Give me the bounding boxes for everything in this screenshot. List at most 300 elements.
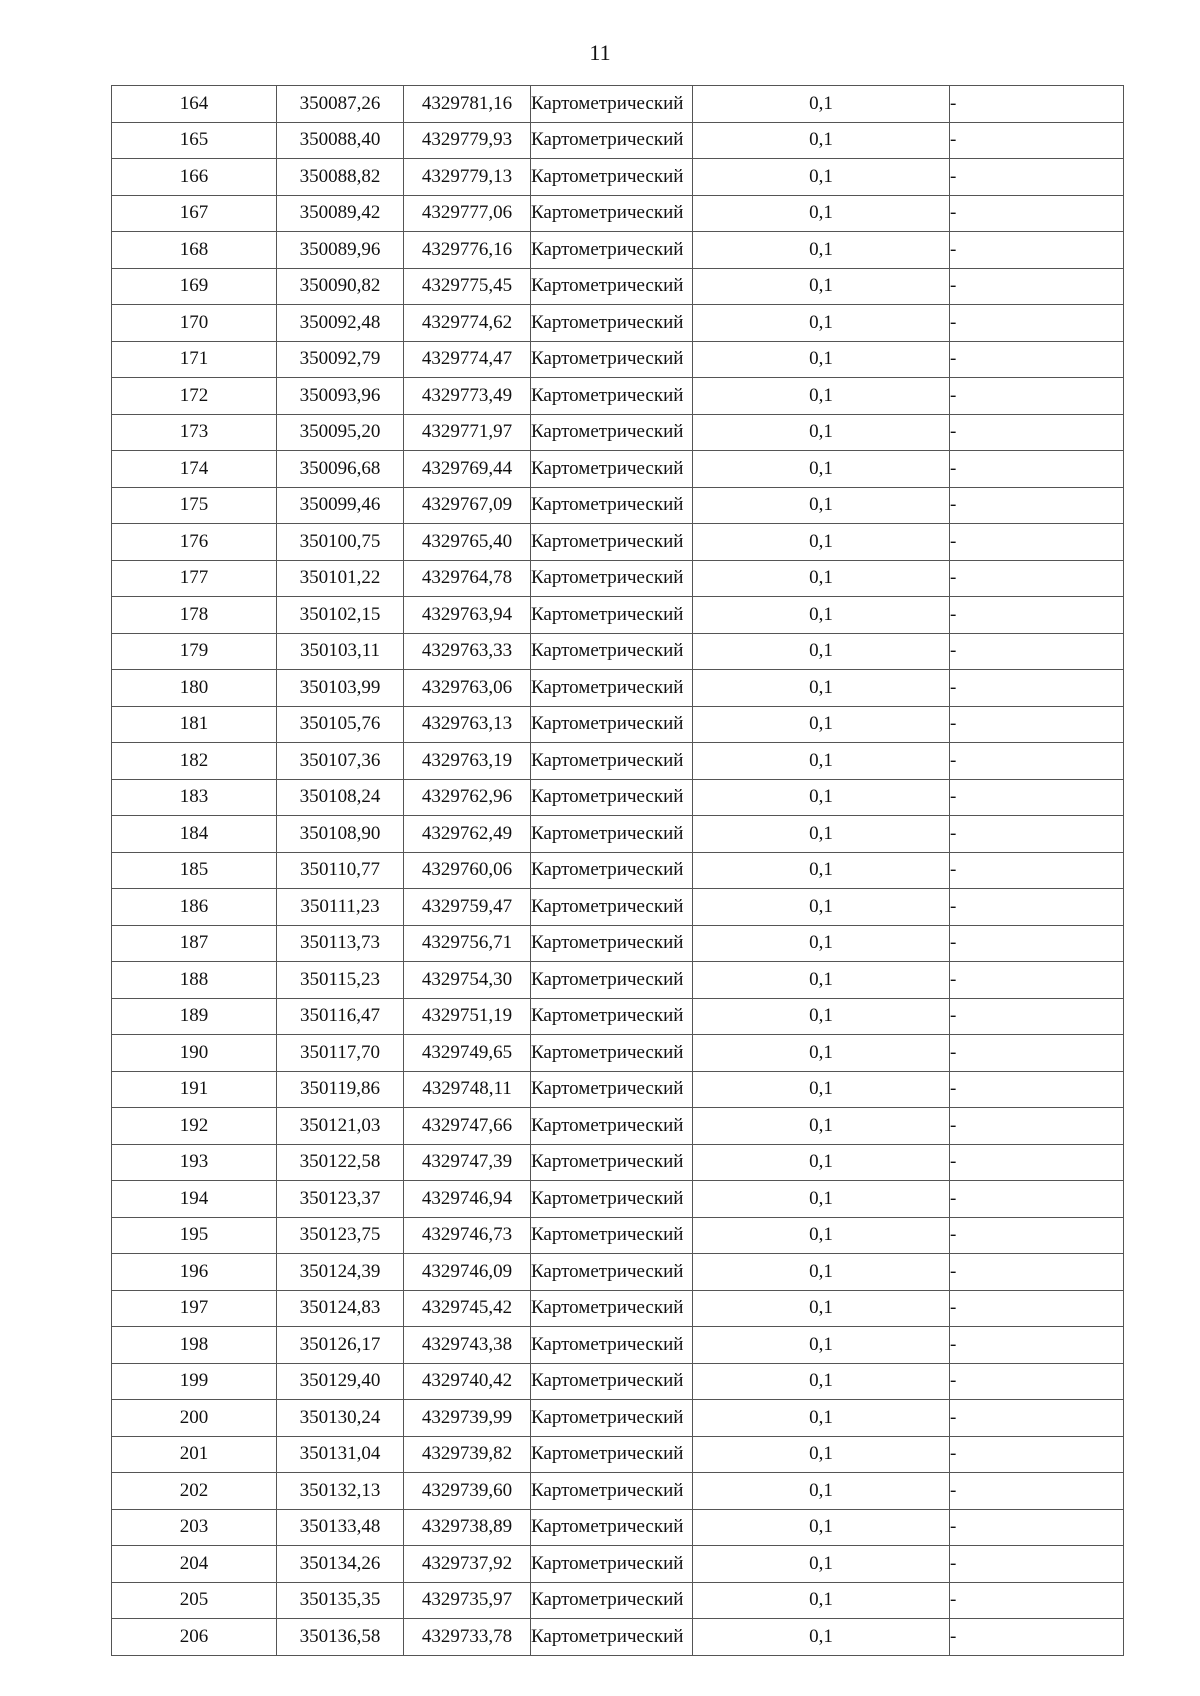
method-cell: Картометрический	[531, 1509, 693, 1546]
table-row	[112, 487, 1124, 524]
point-number-cell: 168	[112, 232, 277, 269]
accuracy-cell: 0,1	[693, 1619, 950, 1656]
method-cell: Картометрический	[531, 1327, 693, 1364]
table-row	[112, 1035, 1124, 1072]
accuracy-cell: 0,1	[693, 998, 950, 1035]
point-number-cell: 176	[112, 524, 277, 561]
accuracy-cell: 0,1	[693, 962, 950, 999]
method-cell: Картометрический	[531, 268, 693, 305]
accuracy-cell: 0,1	[693, 706, 950, 743]
table-row	[112, 1144, 1124, 1181]
note-cell: -	[950, 670, 1124, 707]
accuracy-cell: 0,1	[693, 122, 950, 159]
table-row	[112, 560, 1124, 597]
y-coordinate-cell: 4329738,89	[404, 1509, 531, 1546]
table-row	[112, 670, 1124, 707]
x-coordinate-cell: 350133,48	[277, 1509, 404, 1546]
method-cell: Картометрический	[531, 743, 693, 780]
accuracy-cell: 0,1	[693, 451, 950, 488]
y-coordinate-cell: 4329735,97	[404, 1582, 531, 1619]
point-number-cell: 181	[112, 706, 277, 743]
x-coordinate-cell: 350095,20	[277, 414, 404, 451]
method-cell: Картометрический	[531, 962, 693, 999]
x-coordinate-cell: 350088,82	[277, 159, 404, 196]
note-cell: -	[950, 122, 1124, 159]
accuracy-cell: 0,1	[693, 86, 950, 123]
y-coordinate-cell: 4329739,99	[404, 1400, 531, 1437]
y-coordinate-cell: 4329740,42	[404, 1363, 531, 1400]
method-cell: Картометрический	[531, 414, 693, 451]
accuracy-cell: 0,1	[693, 1071, 950, 1108]
table-row	[112, 1363, 1124, 1400]
note-cell: -	[950, 159, 1124, 196]
y-coordinate-cell: 4329746,73	[404, 1217, 531, 1254]
note-cell: -	[950, 925, 1124, 962]
table-row	[112, 1473, 1124, 1510]
y-coordinate-cell: 4329756,71	[404, 925, 531, 962]
table-row	[112, 597, 1124, 634]
y-coordinate-cell: 4329763,06	[404, 670, 531, 707]
x-coordinate-cell: 350113,73	[277, 925, 404, 962]
x-coordinate-cell: 350131,04	[277, 1436, 404, 1473]
y-coordinate-cell: 4329771,97	[404, 414, 531, 451]
method-cell: Картометрический	[531, 524, 693, 561]
x-coordinate-cell: 350089,96	[277, 232, 404, 269]
note-cell: -	[950, 305, 1124, 342]
y-coordinate-cell: 4329746,94	[404, 1181, 531, 1218]
note-cell: -	[950, 1071, 1124, 1108]
table-row	[112, 633, 1124, 670]
y-coordinate-cell: 4329779,93	[404, 122, 531, 159]
method-cell: Картометрический	[531, 779, 693, 816]
accuracy-cell: 0,1	[693, 633, 950, 670]
table-row	[112, 1327, 1124, 1364]
x-coordinate-cell: 350107,36	[277, 743, 404, 780]
point-number-cell: 196	[112, 1254, 277, 1291]
point-number-cell: 187	[112, 925, 277, 962]
x-coordinate-cell: 350123,37	[277, 1181, 404, 1218]
note-cell: -	[950, 1619, 1124, 1656]
method-cell: Картометрический	[531, 232, 693, 269]
note-cell: -	[950, 779, 1124, 816]
method-cell: Картометрический	[531, 816, 693, 853]
accuracy-cell: 0,1	[693, 268, 950, 305]
accuracy-cell: 0,1	[693, 1509, 950, 1546]
table-row	[112, 268, 1124, 305]
method-cell: Картометрический	[531, 1546, 693, 1583]
method-cell: Картометрический	[531, 1071, 693, 1108]
accuracy-cell: 0,1	[693, 597, 950, 634]
table-row	[112, 1400, 1124, 1437]
y-coordinate-cell: 4329763,19	[404, 743, 531, 780]
point-number-cell: 170	[112, 305, 277, 342]
method-cell: Картометрический	[531, 597, 693, 634]
point-number-cell: 178	[112, 597, 277, 634]
point-number-cell: 191	[112, 1071, 277, 1108]
method-cell: Картометрический	[531, 1254, 693, 1291]
method-cell: Картометрический	[531, 378, 693, 415]
note-cell: -	[950, 86, 1124, 123]
y-coordinate-cell: 4329754,30	[404, 962, 531, 999]
note-cell: -	[950, 1108, 1124, 1145]
x-coordinate-cell: 350116,47	[277, 998, 404, 1035]
note-cell: -	[950, 560, 1124, 597]
point-number-cell: 194	[112, 1181, 277, 1218]
note-cell: -	[950, 852, 1124, 889]
method-cell: Картометрический	[531, 159, 693, 196]
x-coordinate-cell: 350121,03	[277, 1108, 404, 1145]
y-coordinate-cell: 4329751,19	[404, 998, 531, 1035]
method-cell: Картометрический	[531, 451, 693, 488]
accuracy-cell: 0,1	[693, 1327, 950, 1364]
x-coordinate-cell: 350136,58	[277, 1619, 404, 1656]
method-cell: Картометрический	[531, 706, 693, 743]
x-coordinate-cell: 350111,23	[277, 889, 404, 926]
note-cell: -	[950, 998, 1124, 1035]
point-number-cell: 193	[112, 1144, 277, 1181]
accuracy-cell: 0,1	[693, 1582, 950, 1619]
table-row	[112, 743, 1124, 780]
accuracy-cell: 0,1	[693, 1144, 950, 1181]
x-coordinate-cell: 350123,75	[277, 1217, 404, 1254]
method-cell: Картометрический	[531, 1363, 693, 1400]
method-cell: Картометрический	[531, 86, 693, 123]
point-number-cell: 172	[112, 378, 277, 415]
point-number-cell: 200	[112, 1400, 277, 1437]
accuracy-cell: 0,1	[693, 925, 950, 962]
point-number-cell: 179	[112, 633, 277, 670]
point-number-cell: 188	[112, 962, 277, 999]
accuracy-cell: 0,1	[693, 378, 950, 415]
note-cell: -	[950, 1436, 1124, 1473]
accuracy-cell: 0,1	[693, 159, 950, 196]
point-number-cell: 164	[112, 86, 277, 123]
note-cell: -	[950, 1290, 1124, 1327]
x-coordinate-cell: 350100,75	[277, 524, 404, 561]
x-coordinate-cell: 350117,70	[277, 1035, 404, 1072]
point-number-cell: 192	[112, 1108, 277, 1145]
x-coordinate-cell: 350092,79	[277, 341, 404, 378]
y-coordinate-cell: 4329763,33	[404, 633, 531, 670]
point-number-cell: 165	[112, 122, 277, 159]
note-cell: -	[950, 1217, 1124, 1254]
point-number-cell: 184	[112, 816, 277, 853]
y-coordinate-cell: 4329760,06	[404, 852, 531, 889]
accuracy-cell: 0,1	[693, 1436, 950, 1473]
accuracy-cell: 0,1	[693, 670, 950, 707]
x-coordinate-cell: 350103,11	[277, 633, 404, 670]
table-row	[112, 1582, 1124, 1619]
method-cell: Картометрический	[531, 670, 693, 707]
coordinates-table	[111, 85, 1124, 1656]
method-cell: Картометрический	[531, 1035, 693, 1072]
x-coordinate-cell: 350096,68	[277, 451, 404, 488]
y-coordinate-cell: 4329745,42	[404, 1290, 531, 1327]
note-cell: -	[950, 232, 1124, 269]
note-cell: -	[950, 487, 1124, 524]
y-coordinate-cell: 4329777,06	[404, 195, 531, 232]
point-number-cell: 205	[112, 1582, 277, 1619]
method-cell: Картометрический	[531, 633, 693, 670]
y-coordinate-cell: 4329762,49	[404, 816, 531, 853]
x-coordinate-cell: 350132,13	[277, 1473, 404, 1510]
table-row	[112, 1108, 1124, 1145]
y-coordinate-cell: 4329775,45	[404, 268, 531, 305]
accuracy-cell: 0,1	[693, 414, 950, 451]
table-row	[112, 414, 1124, 451]
accuracy-cell: 0,1	[693, 816, 950, 853]
x-coordinate-cell: 350092,48	[277, 305, 404, 342]
note-cell: -	[950, 1327, 1124, 1364]
point-number-cell: 204	[112, 1546, 277, 1583]
y-coordinate-cell: 4329737,92	[404, 1546, 531, 1583]
note-cell: -	[950, 1473, 1124, 1510]
accuracy-cell: 0,1	[693, 1035, 950, 1072]
point-number-cell: 203	[112, 1509, 277, 1546]
table-row	[112, 195, 1124, 232]
table-row	[112, 816, 1124, 853]
accuracy-cell: 0,1	[693, 1546, 950, 1583]
table-row	[112, 122, 1124, 159]
method-cell: Картометрический	[531, 1144, 693, 1181]
x-coordinate-cell: 350135,35	[277, 1582, 404, 1619]
note-cell: -	[950, 1582, 1124, 1619]
point-number-cell: 201	[112, 1436, 277, 1473]
y-coordinate-cell: 4329781,16	[404, 86, 531, 123]
accuracy-cell: 0,1	[693, 1108, 950, 1145]
page-number: 11	[589, 40, 611, 65]
x-coordinate-cell: 350093,96	[277, 378, 404, 415]
method-cell: Картометрический	[531, 1181, 693, 1218]
x-coordinate-cell: 350088,40	[277, 122, 404, 159]
note-cell: -	[950, 268, 1124, 305]
accuracy-cell: 0,1	[693, 1217, 950, 1254]
note-cell: -	[950, 451, 1124, 488]
point-number-cell: 195	[112, 1217, 277, 1254]
method-cell: Картометрический	[531, 487, 693, 524]
accuracy-cell: 0,1	[693, 524, 950, 561]
note-cell: -	[950, 889, 1124, 926]
note-cell: -	[950, 706, 1124, 743]
method-cell: Картометрический	[531, 1619, 693, 1656]
accuracy-cell: 0,1	[693, 560, 950, 597]
method-cell: Картометрический	[531, 1290, 693, 1327]
y-coordinate-cell: 4329739,60	[404, 1473, 531, 1510]
accuracy-cell: 0,1	[693, 889, 950, 926]
y-coordinate-cell: 4329773,49	[404, 378, 531, 415]
table-row	[112, 889, 1124, 926]
accuracy-cell: 0,1	[693, 1290, 950, 1327]
accuracy-cell: 0,1	[693, 1181, 950, 1218]
table-row	[112, 378, 1124, 415]
y-coordinate-cell: 4329748,11	[404, 1071, 531, 1108]
accuracy-cell: 0,1	[693, 779, 950, 816]
accuracy-cell: 0,1	[693, 195, 950, 232]
method-cell: Картометрический	[531, 925, 693, 962]
x-coordinate-cell: 350124,83	[277, 1290, 404, 1327]
table-row	[112, 1509, 1124, 1546]
point-number-cell: 202	[112, 1473, 277, 1510]
method-cell: Картометрический	[531, 195, 693, 232]
method-cell: Картометрический	[531, 852, 693, 889]
accuracy-cell: 0,1	[693, 1473, 950, 1510]
accuracy-cell: 0,1	[693, 232, 950, 269]
x-coordinate-cell: 350101,22	[277, 560, 404, 597]
note-cell: -	[950, 962, 1124, 999]
y-coordinate-cell: 4329747,66	[404, 1108, 531, 1145]
note-cell: -	[950, 378, 1124, 415]
x-coordinate-cell: 350126,17	[277, 1327, 404, 1364]
method-cell: Картометрический	[531, 1400, 693, 1437]
method-cell: Картометрический	[531, 1436, 693, 1473]
point-number-cell: 180	[112, 670, 277, 707]
note-cell: -	[950, 1254, 1124, 1291]
table-row	[112, 159, 1124, 196]
note-cell: -	[950, 414, 1124, 451]
table-row	[112, 341, 1124, 378]
table-row	[112, 706, 1124, 743]
accuracy-cell: 0,1	[693, 487, 950, 524]
x-coordinate-cell: 350134,26	[277, 1546, 404, 1583]
point-number-cell: 166	[112, 159, 277, 196]
method-cell: Картометрический	[531, 341, 693, 378]
y-coordinate-cell: 4329776,16	[404, 232, 531, 269]
x-coordinate-cell: 350110,77	[277, 852, 404, 889]
y-coordinate-cell: 4329767,09	[404, 487, 531, 524]
note-cell: -	[950, 1035, 1124, 1072]
y-coordinate-cell: 4329779,13	[404, 159, 531, 196]
table-row	[112, 1254, 1124, 1291]
y-coordinate-cell: 4329762,96	[404, 779, 531, 816]
method-cell: Картометрический	[531, 1108, 693, 1145]
point-number-cell: 197	[112, 1290, 277, 1327]
method-cell: Картометрический	[531, 889, 693, 926]
point-number-cell: 174	[112, 451, 277, 488]
note-cell: -	[950, 597, 1124, 634]
y-coordinate-cell: 4329743,38	[404, 1327, 531, 1364]
method-cell: Картометрический	[531, 1582, 693, 1619]
x-coordinate-cell: 350090,82	[277, 268, 404, 305]
note-cell: -	[950, 633, 1124, 670]
note-cell: -	[950, 1144, 1124, 1181]
x-coordinate-cell: 350099,46	[277, 487, 404, 524]
note-cell: -	[950, 195, 1124, 232]
method-cell: Картометрический	[531, 560, 693, 597]
accuracy-cell: 0,1	[693, 341, 950, 378]
table-row	[112, 1619, 1124, 1656]
note-cell: -	[950, 341, 1124, 378]
y-coordinate-cell: 4329769,44	[404, 451, 531, 488]
table-row	[112, 1217, 1124, 1254]
x-coordinate-cell: 350108,90	[277, 816, 404, 853]
x-coordinate-cell: 350119,86	[277, 1071, 404, 1108]
accuracy-cell: 0,1	[693, 1400, 950, 1437]
note-cell: -	[950, 524, 1124, 561]
note-cell: -	[950, 1546, 1124, 1583]
table-row	[112, 779, 1124, 816]
x-coordinate-cell: 350089,42	[277, 195, 404, 232]
y-coordinate-cell: 4329759,47	[404, 889, 531, 926]
table-row	[112, 1181, 1124, 1218]
table-row	[112, 524, 1124, 561]
method-cell: Картометрический	[531, 1473, 693, 1510]
y-coordinate-cell: 4329765,40	[404, 524, 531, 561]
table-row	[112, 1546, 1124, 1583]
table-row	[112, 962, 1124, 999]
accuracy-cell: 0,1	[693, 305, 950, 342]
note-cell: -	[950, 1509, 1124, 1546]
table-row	[112, 451, 1124, 488]
accuracy-cell: 0,1	[693, 1363, 950, 1400]
y-coordinate-cell: 4329763,94	[404, 597, 531, 634]
method-cell: Картометрический	[531, 998, 693, 1035]
note-cell: -	[950, 1363, 1124, 1400]
table-row	[112, 1436, 1124, 1473]
point-number-cell: 199	[112, 1363, 277, 1400]
point-number-cell: 186	[112, 889, 277, 926]
table-row	[112, 1290, 1124, 1327]
x-coordinate-cell: 350129,40	[277, 1363, 404, 1400]
x-coordinate-cell: 350122,58	[277, 1144, 404, 1181]
x-coordinate-cell: 350124,39	[277, 1254, 404, 1291]
method-cell: Картометрический	[531, 1217, 693, 1254]
table-row	[112, 305, 1124, 342]
point-number-cell: 189	[112, 998, 277, 1035]
point-number-cell: 169	[112, 268, 277, 305]
method-cell: Картометрический	[531, 305, 693, 342]
table-row	[112, 998, 1124, 1035]
x-coordinate-cell: 350105,76	[277, 706, 404, 743]
y-coordinate-cell: 4329774,62	[404, 305, 531, 342]
y-coordinate-cell: 4329739,82	[404, 1436, 531, 1473]
method-cell: Картометрический	[531, 122, 693, 159]
table-row	[112, 925, 1124, 962]
x-coordinate-cell: 350130,24	[277, 1400, 404, 1437]
y-coordinate-cell: 4329763,13	[404, 706, 531, 743]
point-number-cell: 185	[112, 852, 277, 889]
y-coordinate-cell: 4329764,78	[404, 560, 531, 597]
note-cell: -	[950, 816, 1124, 853]
x-coordinate-cell: 350108,24	[277, 779, 404, 816]
y-coordinate-cell: 4329774,47	[404, 341, 531, 378]
note-cell: -	[950, 1181, 1124, 1218]
point-number-cell: 183	[112, 779, 277, 816]
point-number-cell: 198	[112, 1327, 277, 1364]
point-number-cell: 182	[112, 743, 277, 780]
y-coordinate-cell: 4329733,78	[404, 1619, 531, 1656]
point-number-cell: 175	[112, 487, 277, 524]
y-coordinate-cell: 4329749,65	[404, 1035, 531, 1072]
x-coordinate-cell: 350103,99	[277, 670, 404, 707]
accuracy-cell: 0,1	[693, 1254, 950, 1291]
point-number-cell: 206	[112, 1619, 277, 1656]
point-number-cell: 173	[112, 414, 277, 451]
note-cell: -	[950, 1400, 1124, 1437]
point-number-cell: 177	[112, 560, 277, 597]
table-row	[112, 232, 1124, 269]
y-coordinate-cell: 4329746,09	[404, 1254, 531, 1291]
coordinates-table-body	[112, 86, 1124, 1656]
x-coordinate-cell: 350115,23	[277, 962, 404, 999]
table-row	[112, 1071, 1124, 1108]
table-row	[112, 852, 1124, 889]
x-coordinate-cell: 350087,26	[277, 86, 404, 123]
accuracy-cell: 0,1	[693, 852, 950, 889]
table-row	[112, 86, 1124, 123]
point-number-cell: 167	[112, 195, 277, 232]
y-coordinate-cell: 4329747,39	[404, 1144, 531, 1181]
note-cell: -	[950, 743, 1124, 780]
